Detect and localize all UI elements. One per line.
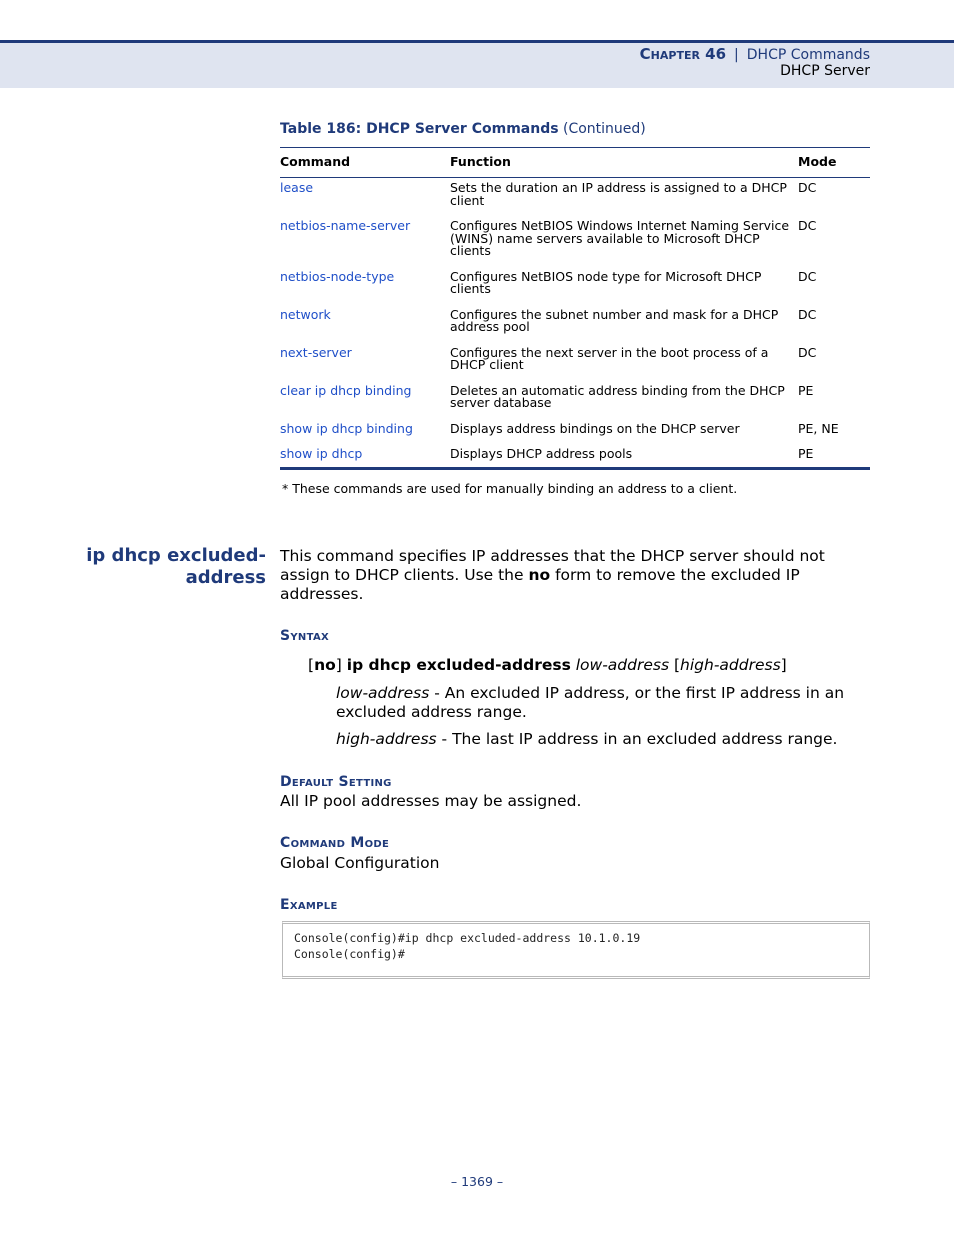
table-header-row [280, 148, 870, 178]
table-caption-continued: (Continued) [563, 121, 646, 137]
command-link[interactable]: next-server [280, 344, 352, 360]
table-row [280, 267, 870, 305]
mode-cell: PE [798, 382, 814, 398]
page-number: – 1369 – [450, 1174, 504, 1189]
function-cell: Configures the next server in the boot process of a DHCP client [450, 344, 769, 372]
syntax-command: ip dhcp excluded-address [346, 656, 571, 674]
chapter-label: Chapter 46 [639, 45, 727, 63]
intro-paragraph [280, 547, 850, 604]
syntax-line [308, 656, 787, 675]
code-line: Console(config)#ip dhcp excluded-address 10.1.0.19 [294, 931, 641, 945]
function-cell: Displays address bindings on the DHCP server [450, 420, 740, 436]
command-link[interactable]: lease [280, 180, 314, 195]
intro-text-a: This command specifies IP addresses that the DHCP server should not assign to DHCP clients. Use the [280, 547, 825, 584]
function-cell: Configures NetBIOS Windows Internet Naming Service (WINS) name servers available to Microsoft DHCP clients [450, 218, 790, 258]
command-link[interactable]: show ip dhcp [280, 444, 450, 468]
command-link[interactable]: netbios-name-server [280, 218, 411, 233]
table-caption [280, 121, 646, 137]
syntax-bracket-close: ] [780, 656, 787, 674]
command-link[interactable]: show ip dhcp binding [280, 420, 413, 436]
table-row [280, 419, 870, 445]
table-row [280, 343, 870, 381]
syntax-open-bracket: [ [308, 656, 315, 674]
section-title-line2: address [185, 567, 266, 588]
mode-cell: DC [798, 180, 817, 195]
command-mode-text: Global Configuration [280, 854, 440, 872]
col-command: Command [280, 148, 450, 178]
header-separator: | [734, 47, 739, 63]
header-section: DHCP Server [780, 63, 870, 79]
syntax-high-address: high-address [680, 656, 781, 674]
header-chapter [640, 45, 870, 63]
param-high-name: high-address [336, 730, 437, 748]
intro-no-keyword: no [528, 566, 551, 584]
command-mode-heading: Command Mode [280, 835, 390, 851]
command-table [280, 147, 870, 470]
section-title [66, 545, 266, 589]
table-footnote: * These commands are used for manually binding an address to a client. [282, 481, 738, 496]
function-cell: Configures the subnet number and mask for a DHCP address pool [450, 306, 779, 334]
section-title-line1: ip dhcp excluded- [86, 545, 266, 566]
function-cell: Sets the duration an IP address is assigned to a DHCP client [450, 180, 787, 208]
command-link[interactable]: netbios-node-type [280, 268, 395, 284]
chapter-title: DHCP Commands [746, 47, 870, 63]
syntax-close-bracket: ] [335, 656, 342, 674]
default-setting-heading: Default Setting [280, 774, 392, 790]
param-low-address [336, 684, 866, 722]
table-row [280, 305, 870, 343]
mode-cell: PE, NE [798, 420, 839, 436]
syntax-no: no [314, 656, 336, 674]
param-low-name: low-address [336, 684, 430, 702]
table-caption-title: Table 186: DHCP Server Commands [280, 121, 559, 137]
command-link[interactable]: clear ip dhcp binding [280, 382, 412, 398]
mode-cell: DC [798, 268, 817, 284]
intro-text-b: form to remove the excluded IP addresses. [280, 566, 800, 603]
table-row [280, 381, 870, 419]
table-row [280, 444, 870, 468]
default-setting-text: All IP pool addresses may be assigned. [280, 792, 582, 810]
code-line: Console(config)# [294, 947, 405, 961]
function-cell: Deletes an automatic address binding from the DHCP server database [450, 382, 785, 410]
function-cell: Displays DHCP address pools [450, 444, 798, 468]
mode-cell: DC [798, 306, 817, 322]
command-link[interactable]: network [280, 306, 331, 322]
syntax-bracket-open: [ [673, 656, 681, 674]
param-high-desc: - The last IP address in an excluded address range. [436, 730, 838, 748]
syntax-heading: Syntax [280, 628, 329, 644]
table-row [280, 216, 870, 267]
mode-cell: PE [798, 444, 870, 468]
example-heading: Example [280, 897, 338, 913]
function-cell: Configures NetBIOS node type for Microsoft DHCP clients [450, 268, 762, 296]
mode-cell: DC [798, 218, 817, 233]
mode-cell: DC [798, 344, 817, 360]
param-high-address [336, 730, 866, 749]
command-table-wrap [280, 147, 870, 470]
col-mode: Mode [798, 148, 870, 178]
syntax-low-address: low-address [575, 656, 670, 674]
param-low-desc: - An excluded IP address, or the first IP address in an excluded address range. [336, 684, 845, 721]
table-row [280, 178, 870, 217]
col-function: Function [450, 148, 798, 178]
